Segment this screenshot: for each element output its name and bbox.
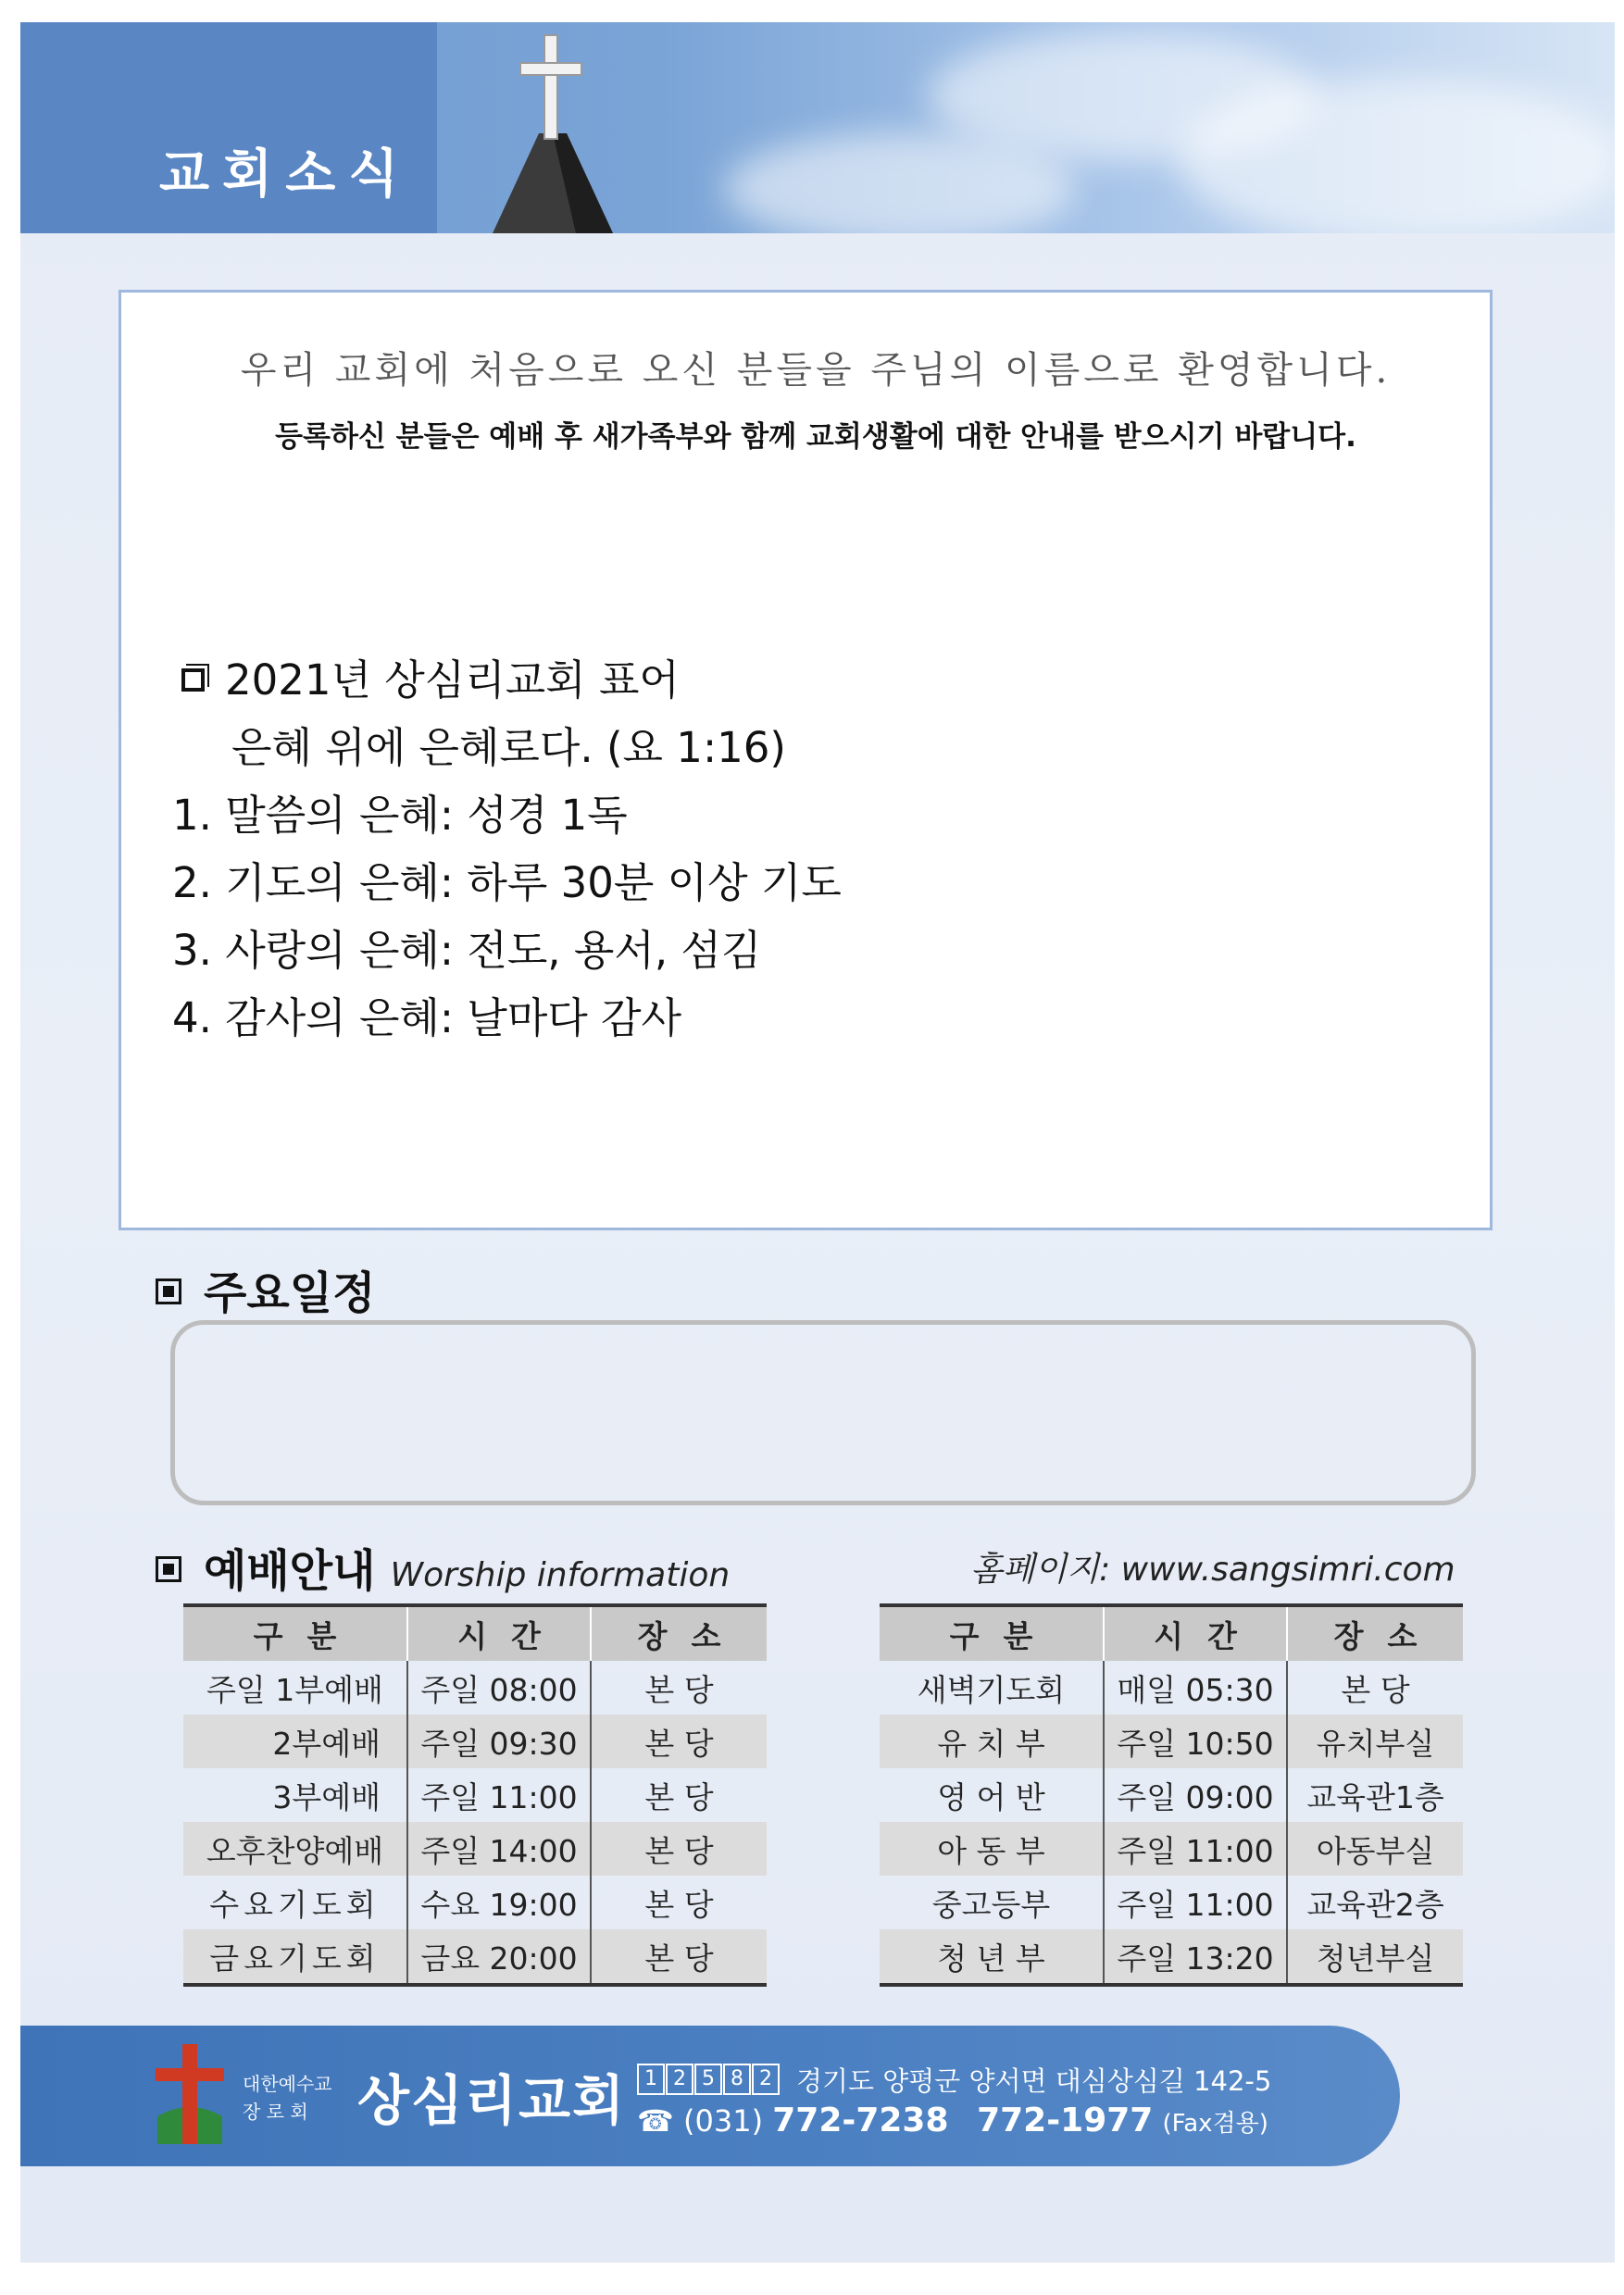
- phone-line: [637, 2102, 1268, 2139]
- service-time: 주일 11:00: [407, 1768, 591, 1822]
- worship-heading: 예배안내 Worship information: [156, 1535, 730, 1599]
- motto-item: 1. 말씀의 은혜: 성경 1독: [172, 791, 628, 840]
- denomination: 대한예수교 장 로 회: [243, 2073, 332, 2123]
- department-name: 새벽기도회: [917, 1671, 1066, 1708]
- table-row: [183, 1876, 767, 1929]
- page-title: 교회소식: [159, 144, 412, 205]
- service-time: 주일 13:20: [1104, 1929, 1287, 1985]
- column-header: 구분: [183, 1605, 407, 1661]
- table-row: [880, 1661, 1463, 1715]
- service-place: 아동부실: [1287, 1822, 1463, 1876]
- motto-title: 2021년 상심리교회 표어: [225, 655, 680, 705]
- service-time: 매일 05:30: [1104, 1661, 1287, 1715]
- service-place: 유치부실: [1287, 1715, 1463, 1768]
- church-address: 경기도 양평군 양서면 대심상심길 142-5: [796, 2065, 1272, 2097]
- column-header: 장소: [1287, 1605, 1463, 1661]
- service-name: 오후찬양예배: [183, 1822, 407, 1876]
- worship-subtitle: Worship information: [390, 1556, 731, 1594]
- service-place: 교육관1층: [1287, 1768, 1463, 1822]
- phone-area-code: (031): [683, 2103, 764, 2139]
- fax-note: (Fax겸용): [1162, 2110, 1268, 2138]
- filled-square-icon: [156, 1278, 181, 1304]
- service-time: 주일 11:00: [1104, 1822, 1287, 1876]
- table-row: [183, 1661, 767, 1715]
- homepage-url: 홈페이지: www.sangsimri.com: [970, 1551, 1455, 1589]
- worship-table-right: [880, 1603, 1463, 1987]
- service-time: 주일 08:00: [407, 1661, 591, 1715]
- zip-digit: 2: [666, 2064, 693, 2095]
- motto-item: 4. 감사의 은혜: 날마다 감사: [172, 993, 682, 1042]
- table-row: [183, 1822, 767, 1876]
- service-name: 수요기도회: [209, 1886, 381, 1923]
- department-name: 중고등부: [931, 1886, 1051, 1923]
- department-name: 청 년 부: [880, 1929, 1104, 1985]
- table-row: [880, 1768, 1463, 1822]
- service-time: 주일 09:00: [1104, 1768, 1287, 1822]
- registration-notice: 등록하신 분들은 예배 후 새가족부와 함께 교회생활에 대한 안내를 받으시기 바랍니다.: [275, 420, 1356, 454]
- church-logo-cross-icon: [148, 2044, 231, 2146]
- service-place: 본 당: [1287, 1661, 1463, 1715]
- checkbox-square-icon: [181, 668, 205, 692]
- zip-digit: 1: [637, 2064, 665, 2095]
- zip-digit: 8: [723, 2064, 751, 2095]
- phone-icon: ☎: [637, 2103, 674, 2139]
- service-time: 금요 20:00: [407, 1929, 591, 1985]
- column-header: 구분: [880, 1605, 1104, 1661]
- service-place: 본 당: [591, 1715, 767, 1768]
- service-name: 금요기도회: [183, 1929, 407, 1985]
- column-header: 장소: [591, 1605, 767, 1661]
- service-place: 본 당: [591, 1822, 767, 1876]
- zip-digit: 5: [694, 2064, 722, 2095]
- service-place: 본 당: [591, 1661, 767, 1715]
- motto-title-row: [172, 646, 842, 714]
- schedule-heading: 주요일정: [156, 1257, 375, 1321]
- service-place: 본 당: [591, 1768, 767, 1822]
- service-name: 2부예배: [183, 1715, 407, 1768]
- service-time: 수요 19:00: [407, 1876, 591, 1929]
- column-header: 시간: [1104, 1605, 1287, 1661]
- motto-item: 2. 기도의 은혜: 하루 30분 이상 기도: [172, 858, 842, 907]
- table-row: [880, 1876, 1463, 1929]
- zip-digit: 2: [752, 2064, 780, 2095]
- service-time: 주일 10:50: [1104, 1715, 1287, 1768]
- department-name: 영 어 반: [937, 1778, 1045, 1815]
- motto-item: 3. 사랑의 은혜: 전도, 용서, 섬김: [172, 926, 762, 975]
- table-row: [880, 1715, 1463, 1768]
- service-place: 청년부실: [1287, 1929, 1463, 1985]
- table-row: [880, 1822, 1463, 1876]
- phone-number: 772-7238: [772, 2102, 949, 2139]
- fax-number: 772-1977: [977, 2102, 1154, 2139]
- service-time: 주일 09:30: [407, 1715, 591, 1768]
- steeple-cross-icon: [483, 22, 613, 233]
- department-name: 아 동 부: [880, 1822, 1104, 1876]
- service-place: 본 당: [591, 1876, 767, 1929]
- table-row: [880, 1929, 1463, 1985]
- service-time: 주일 11:00: [1104, 1876, 1287, 1929]
- service-place: 교육관2층: [1287, 1876, 1463, 1929]
- schedule-box: [170, 1320, 1476, 1505]
- table-row: [183, 1929, 767, 1985]
- header-banner: [20, 22, 1615, 233]
- table-header-row: [183, 1605, 767, 1661]
- worship-table-left: [183, 1603, 767, 1987]
- department-name: 유 치 부: [880, 1715, 1104, 1768]
- filled-square-icon: [156, 1556, 181, 1582]
- postal-code: [637, 2063, 781, 2095]
- service-name: 주일 1부예배: [206, 1671, 383, 1708]
- welcome-message: 우리 교회에 처음으로 오신 분들을 주님의 이름으로 환영합니다.: [240, 349, 1392, 392]
- table-header-row: [880, 1605, 1463, 1661]
- motto-block: [172, 646, 842, 1052]
- table-row: [183, 1715, 767, 1768]
- welcome-box: [119, 290, 1493, 1230]
- table-row: [183, 1768, 767, 1822]
- service-place: 본 당: [591, 1929, 767, 1985]
- column-header: 시간: [407, 1605, 591, 1661]
- service-name: 3부예배: [272, 1778, 381, 1815]
- church-name: 상심리교회: [357, 2069, 627, 2132]
- service-time: 주일 14:00: [407, 1822, 591, 1876]
- motto-verse: 은혜 위에 은혜로다. (요 1:16): [231, 723, 786, 772]
